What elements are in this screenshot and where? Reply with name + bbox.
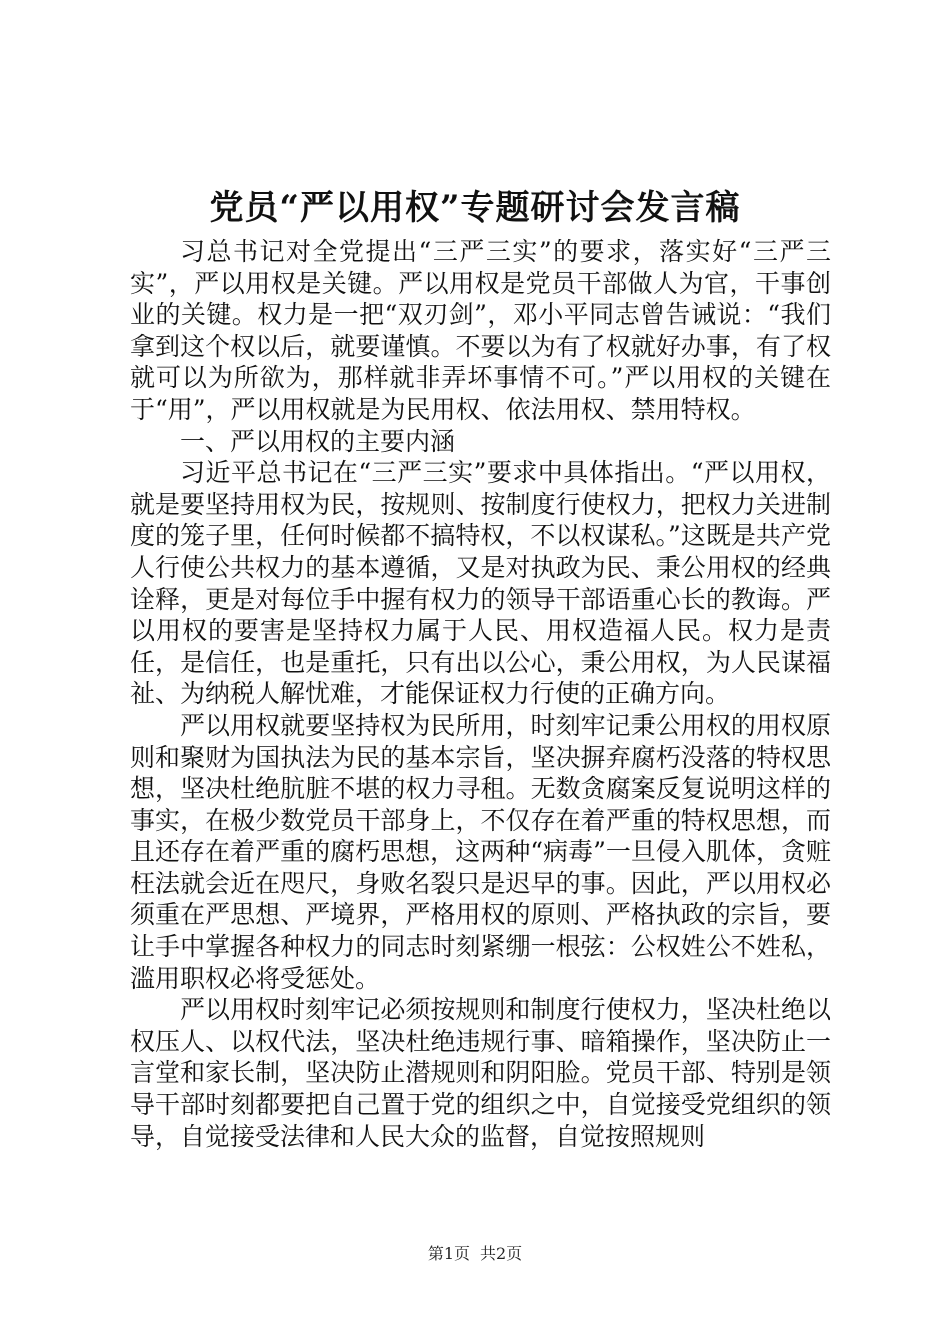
paragraph-meaning: 习近平总书记在“三严三实”要求中具体指出。“严以用权，就是要坚持用权为民，按规则、按制度行使权力，把权力关进制度的笼子里，任何时候都不搞特权，不以权谋私。”这既是共产党人行使公共权力的基本遵循，又是对执政为民、秉公用权的经典诠释，更是对每位手中握有权力的领导干部语重心长的教诲。严以用权的要害是坚持权力属于人民、用权造福人民。权力是责任，是信任，也是重托，只有出以公心，秉公用权，为人民谋福祉、为纳税人解忧难，才能保证权力行使的正确方向。 xyxy=(130,458,831,709)
document-body xyxy=(130,236,831,1152)
paragraph-power-for-people: 严以用权就要坚持权为民所用，时刻牢记秉公用权的用权原则和聚财为国执法为民的基本宗旨，坚决摒弃腐朽没落的特权思想，坚决杜绝肮脏不堪的权力寻租。无数贪腐案反复说明这样的事实，在极少数党员干部身上，不仅存在着严重的特权思想，而且还存在着严重的腐朽思想，这两种“病毒”一旦侵入肌体，贪赃枉法就会近在咫尺，身败名裂只是迟早的事。因此，严以用权必须重在严思想、严境界，严格用权的原则、严格执政的宗旨，要让手中掌握各种权力的同志时刻紧绷一根弦：公权姓公不姓私，滥用职权必将受惩处。 xyxy=(130,710,831,993)
paragraph-rules: 严以用权时刻牢记必须按规则和制度行使权力，坚决杜绝以权压人、以权代法，坚决杜绝违规行事、暗箱操作，坚决防止一言堂和家长制，坚决防止潜规则和阴阳脸。党员干部、特别是领导干部时刻都要把自己置于党的组织之中，自觉接受党组织的领导，自觉接受法律和人民大众的监督，自觉按照规则 xyxy=(130,995,831,1151)
paragraph-intro: 习总书记对全党提出“三严三实”的要求，落实好“三严三实”，严以用权是关键。严以用权是党员干部做人为官，干事创业的关键。权力是一把“双刃剑”，邓小平同志曾告诫说：“我们拿到这个权以后，就要谨慎。不要以为有了权就好办事，有了权就可以为所欲为，那样就非弄坏事情不可。”严以用权的关键在于“用”，严以用权就是为民用权、依法用权、禁用特权。 xyxy=(130,237,831,424)
section-heading: 一、严以用权的主要内涵 xyxy=(180,426,456,456)
document-title: 党员“严以用权”专题研讨会发言稿 xyxy=(209,188,741,228)
page-number-total: 共2页 xyxy=(480,1244,523,1263)
page-number-current: 第1页 xyxy=(427,1244,470,1263)
page-footer xyxy=(0,1243,950,1265)
